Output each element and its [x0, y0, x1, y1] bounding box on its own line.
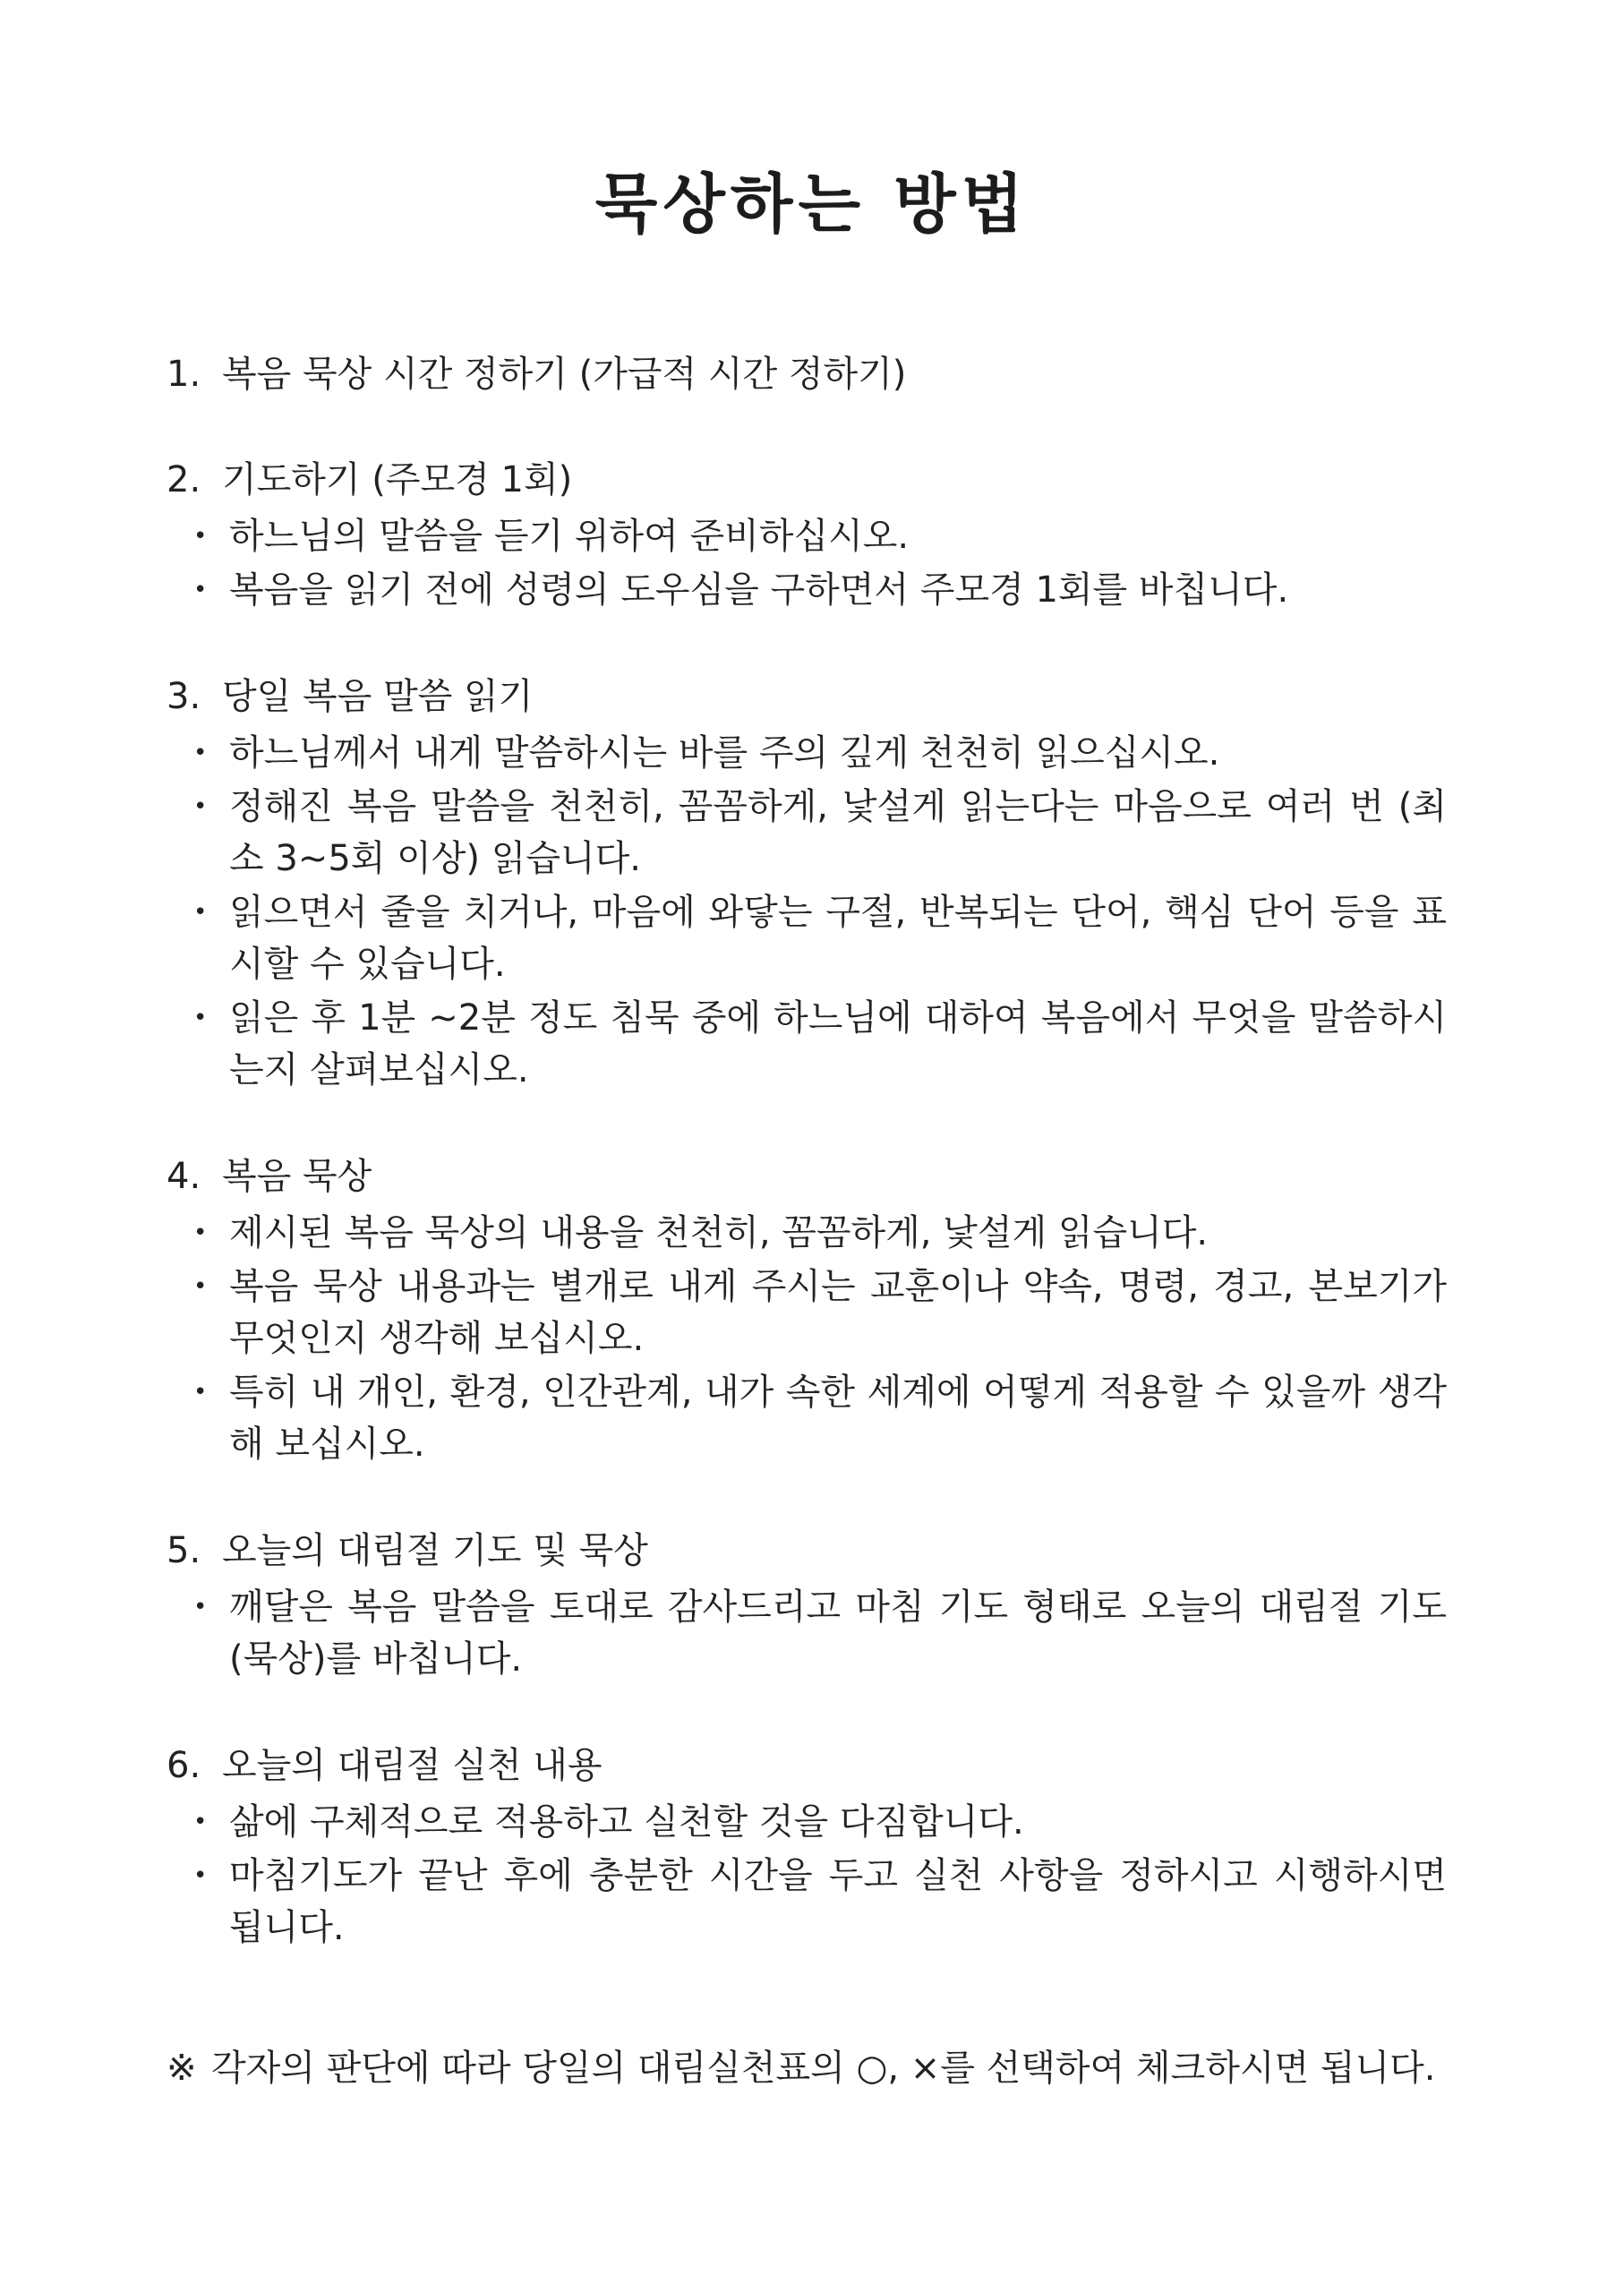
reference-mark-icon: ※: [167, 2048, 197, 2089]
section-6: [167, 1740, 1447, 1954]
list-item: [193, 510, 1447, 562]
bullet-icon: •: [193, 523, 208, 550]
section-title: 복음 묵상: [222, 1156, 372, 1197]
section-5: [167, 1526, 1447, 1685]
bullet-text: 읽은 후 1분 ~2분 정도 침묵 중에 하느님에 대하여 복음에서 무엇을 말씀하시는지 살펴보십시오.: [229, 997, 1447, 1090]
list-item: [193, 1366, 1447, 1470]
bullet-text: 마침기도가 끝난 후에 충분한 시간을 두고 실천 사항을 정하시고 시행하시면 됩니다.: [229, 1855, 1447, 1948]
footnote: [167, 2043, 1447, 2093]
bullet-icon: •: [193, 899, 208, 926]
section-number: 3.: [167, 676, 201, 717]
list-item: [193, 727, 1447, 779]
bullet-list: [167, 1207, 1447, 1470]
list-item: [193, 781, 1447, 885]
bullet-text: 제시된 복음 묵상의 내용을 천천히, 꼼꼼하게, 낯설게 읽습니다.: [229, 1212, 1209, 1253]
list-item: [193, 1850, 1447, 1954]
section-1: [167, 349, 1447, 399]
section-heading: [167, 671, 1447, 722]
bullet-list: [167, 1581, 1447, 1685]
section-title: 오늘의 대림절 실천 내용: [222, 1745, 603, 1786]
bullet-text: 삶에 구체적으로 적용하고 실천할 것을 다짐합니다.: [229, 1801, 1024, 1843]
bullet-icon: •: [193, 793, 208, 820]
bullet-icon: •: [193, 1273, 208, 1300]
bullet-text: 정해진 복음 말씀을 천천히, 꼼꼼하게, 낯설게 읽는다는 마음으로 여러 번 (최소 3~5회 이상) 읽습니다.: [229, 786, 1447, 879]
bullet-icon: •: [193, 577, 208, 603]
section-2: [167, 455, 1447, 616]
section-number: 6.: [167, 1745, 201, 1786]
page-title: 묵상하는 방법: [594, 167, 1030, 242]
list-item: [193, 886, 1447, 990]
section-heading: [167, 349, 1447, 399]
bullet-text: 읽으면서 줄을 치거나, 마음에 와닿는 구절, 반복되는 단어, 핵심 단어 등을 표시할 수 있습니다.: [229, 892, 1447, 985]
section-number: 1.: [167, 354, 201, 395]
list-item: [193, 1796, 1447, 1848]
bullet-icon: •: [193, 1862, 208, 1889]
bullet-text: 복음 묵상 내용과는 별개로 내게 주시는 교훈이나 약속, 명령, 경고, 본보기가 무엇인지 생각해 보십시오.: [229, 1266, 1447, 1359]
method-list: [167, 349, 1447, 2009]
bullet-list: [167, 727, 1447, 1096]
section-heading: [167, 1740, 1447, 1791]
section-heading: [167, 1526, 1447, 1576]
section-title: 기도하기 (주모경 1회): [222, 459, 573, 500]
list-item: [193, 1207, 1447, 1259]
bullet-text: 하느님의 말씀을 듣기 위하여 준비하십시오.: [229, 516, 910, 557]
section-3: [167, 671, 1447, 1096]
list-item: [193, 1581, 1447, 1685]
section-heading: [167, 455, 1447, 505]
list-item: [193, 564, 1447, 616]
list-item: [193, 992, 1447, 1096]
bullet-text: 깨달은 복음 말씀을 토대로 감사드리고 마침 기도 형태로 오늘의 대림절 기도(묵상)를 바칩니다.: [229, 1586, 1447, 1680]
section-number: 5.: [167, 1530, 201, 1571]
bullet-icon: •: [193, 740, 208, 766]
list-item: [193, 1261, 1447, 1364]
bullet-icon: •: [193, 1594, 208, 1621]
section-title: 복음 묵상 시간 정하기 (가급적 시간 정하기): [222, 354, 907, 395]
section-number: 2.: [167, 459, 201, 500]
section-heading: [167, 1151, 1447, 1202]
bullet-icon: •: [193, 1379, 208, 1406]
section-4: [167, 1151, 1447, 1470]
bullet-icon: •: [193, 1809, 208, 1835]
bullet-list: [167, 510, 1447, 616]
section-number: 4.: [167, 1156, 201, 1197]
bullet-text: 하느님께서 내게 말씀하시는 바를 주의 깊게 천천히 읽으십시오.: [229, 732, 1220, 774]
bullet-icon: •: [193, 1005, 208, 1031]
section-title: 당일 복음 말씀 읽기: [222, 676, 534, 717]
bullet-text: 특히 내 개인, 환경, 인간관계, 내가 속한 세계에 어떻게 적용할 수 있을까 생각해 보십시오.: [229, 1372, 1447, 1465]
bullet-list: [167, 1796, 1447, 1954]
section-title: 오늘의 대림절 기도 및 묵상: [222, 1530, 648, 1571]
bullet-icon: •: [193, 1219, 208, 1246]
bullet-text: 복음을 읽기 전에 성령의 도우심을 구하면서 주모경 1회를 바칩니다.: [229, 569, 1289, 611]
footnote-text: 각자의 판단에 따라 당일의 대림실천표의 ○, ×를 선택하여 체크하시면 됩니다.: [211, 2048, 1436, 2089]
